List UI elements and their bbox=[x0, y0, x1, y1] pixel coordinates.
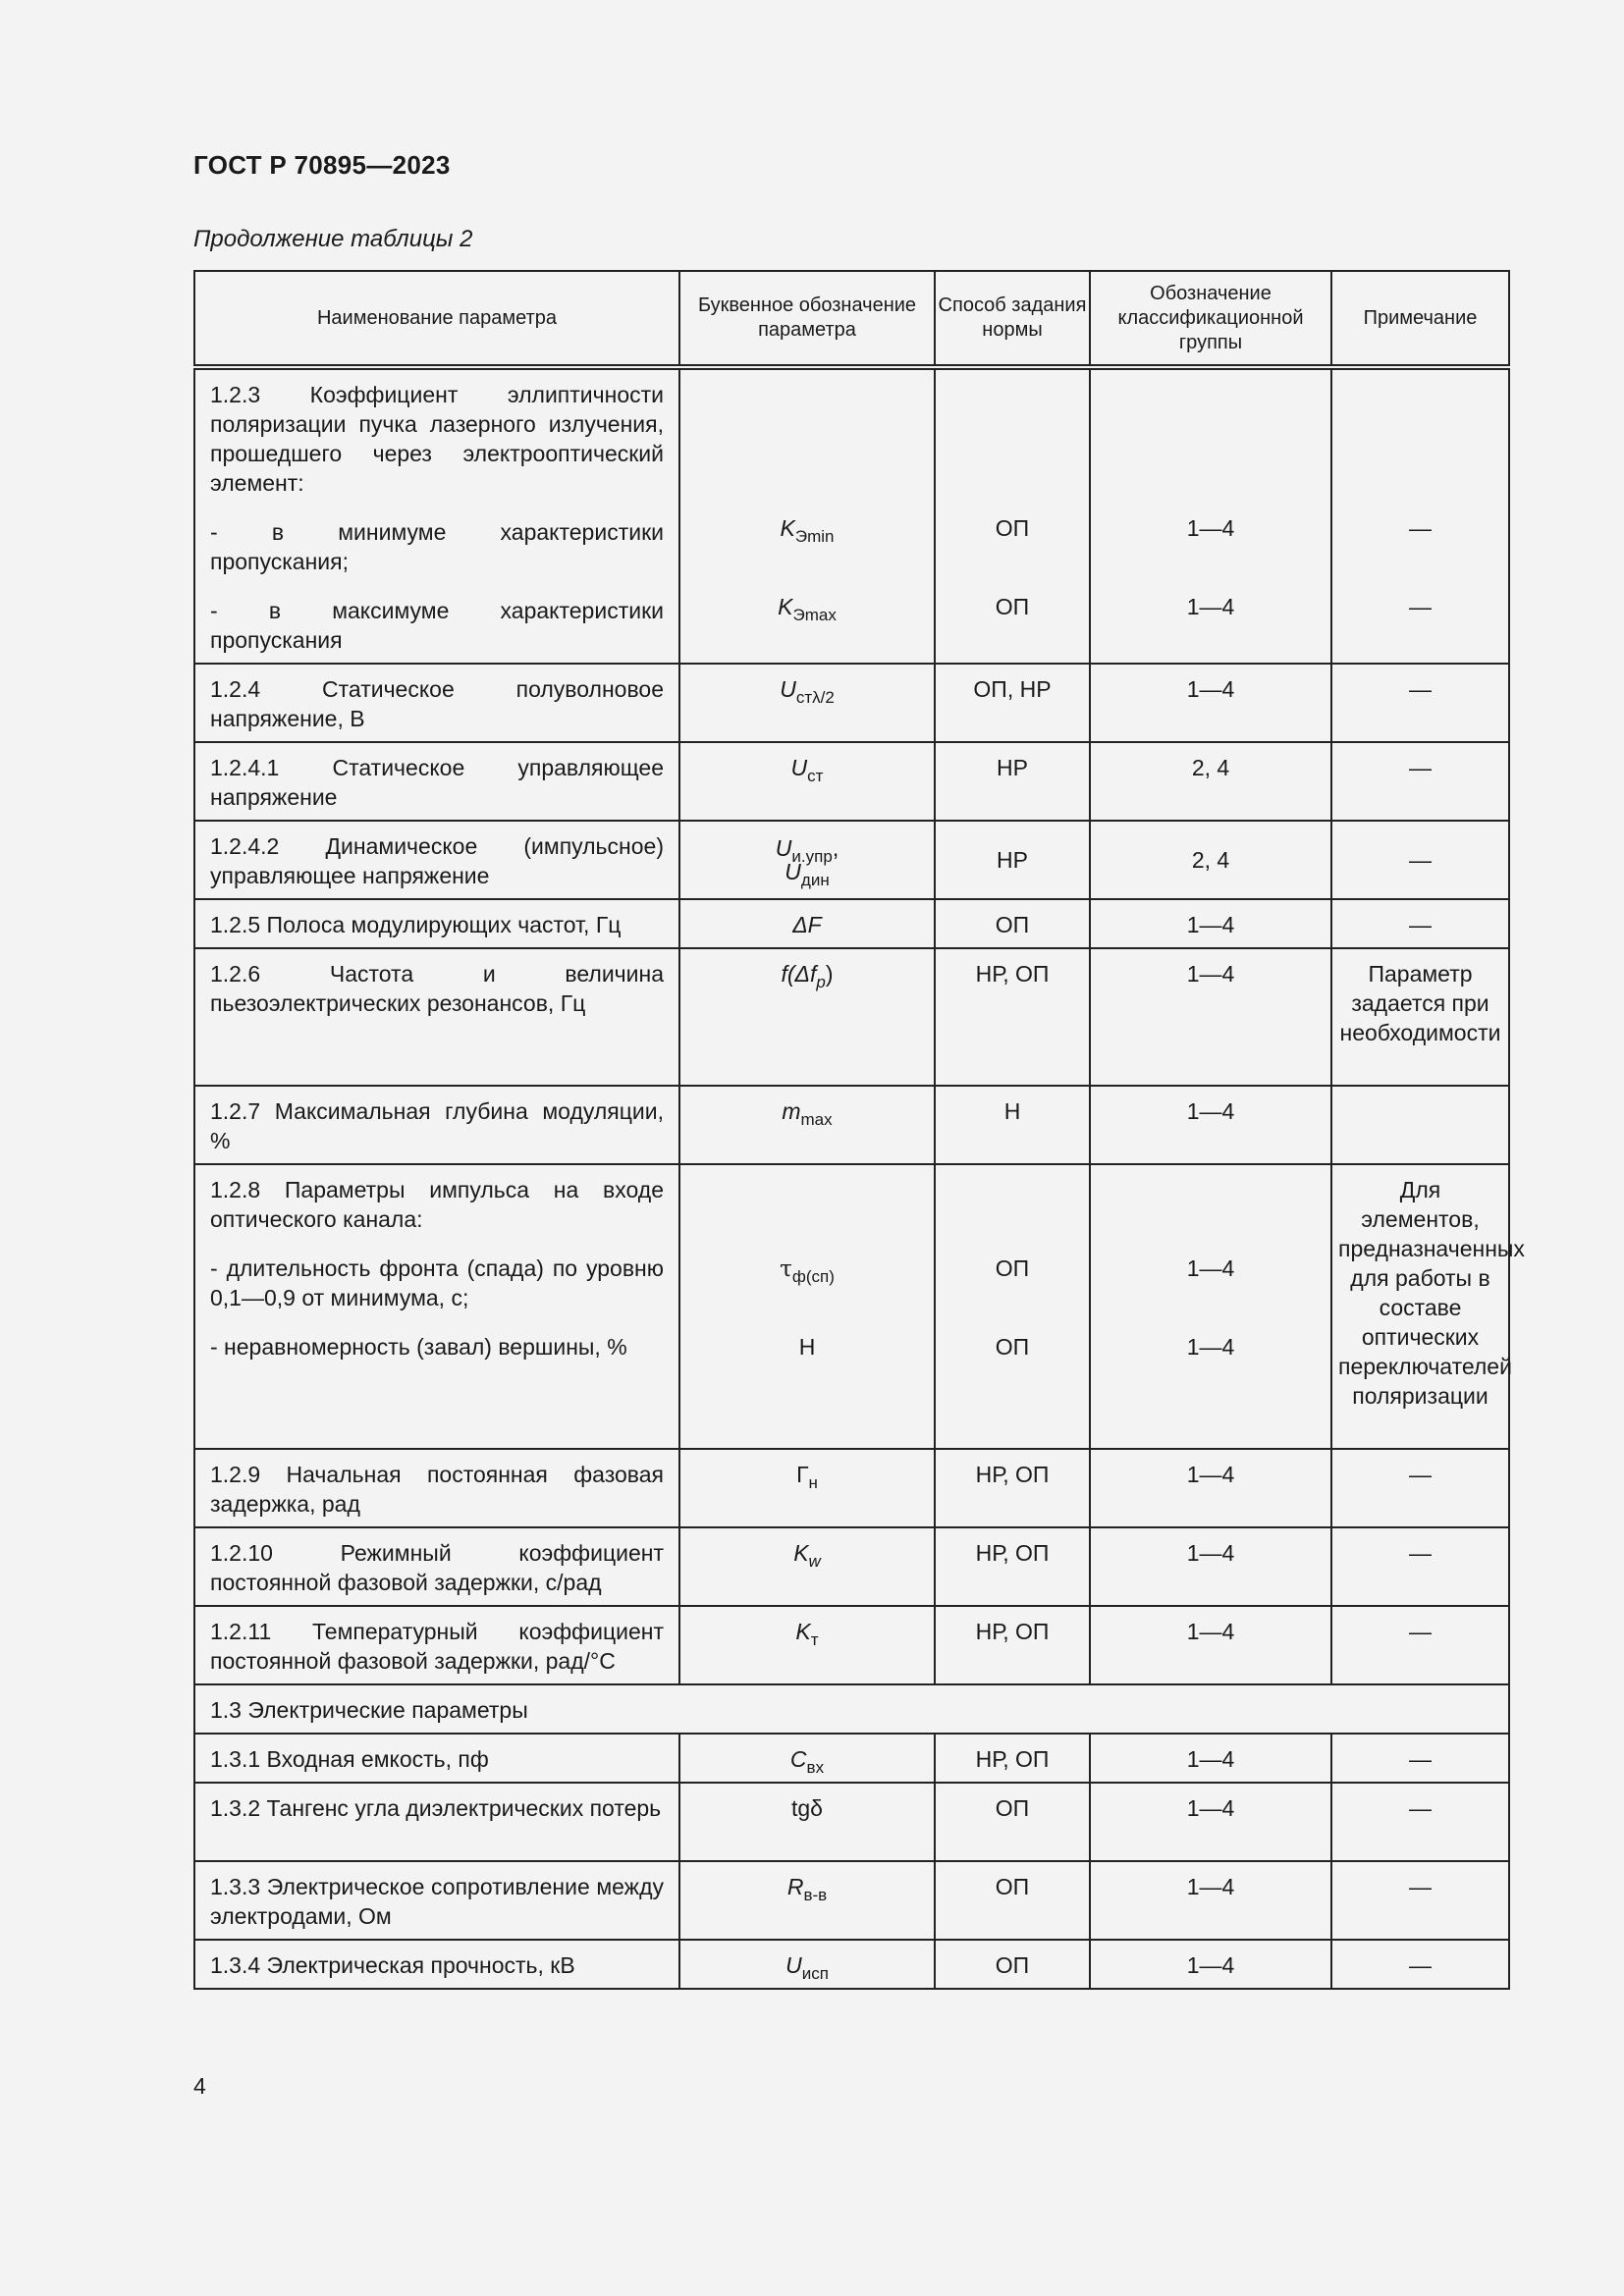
norm-method bbox=[935, 367, 1090, 664]
norm-method: НР bbox=[935, 821, 1090, 899]
norm-method-value: ОП bbox=[995, 1334, 1030, 1360]
symbol-letter: m bbox=[782, 1098, 801, 1124]
parameter-title: 1.2.8 Параметры импульса на входе оптического канала: bbox=[210, 1177, 664, 1232]
symbol-subscript: т bbox=[810, 1630, 819, 1649]
norm-method bbox=[935, 1164, 1090, 1449]
norm-method: ОП bbox=[935, 1861, 1090, 1940]
symbol-letter: K bbox=[778, 594, 793, 619]
parameter-subitem: - в максимуме характеристики пропускания bbox=[210, 598, 664, 653]
table-row bbox=[194, 948, 1509, 1086]
symbol-letter: K bbox=[795, 1619, 811, 1644]
norm-method: НР, ОП bbox=[935, 1527, 1090, 1606]
symbol-subscript: w bbox=[808, 1552, 821, 1571]
norm-method: НР, ОП bbox=[935, 948, 1090, 1086]
table-row bbox=[194, 899, 1509, 948]
parameter-symbol bbox=[679, 1734, 935, 1783]
parameter-subitem: - в минимуме характеристики пропускания; bbox=[210, 519, 664, 574]
note: — bbox=[1331, 1734, 1509, 1783]
parameter-name: 1.3.2 Тангенс угла диэлектрических потерь bbox=[194, 1783, 679, 1861]
norm-method: ОП bbox=[935, 1783, 1090, 1861]
note: — bbox=[1331, 1783, 1509, 1861]
section-title: 1.3 Электрические параметры bbox=[194, 1684, 1509, 1734]
symbol-letter: K bbox=[780, 515, 795, 541]
note: — bbox=[1331, 742, 1509, 821]
symbol-letter: U bbox=[775, 835, 792, 861]
parameter-symbol bbox=[679, 1086, 935, 1164]
table-row bbox=[194, 1449, 1509, 1527]
symbol-subscript: вх bbox=[806, 1758, 825, 1777]
symbol-subscript: Эmin bbox=[794, 527, 835, 546]
norm-method: ОП, НР bbox=[935, 664, 1090, 742]
parameter-name: 1.2.4 Статическое полуволновое напряжение, В bbox=[194, 664, 679, 742]
note bbox=[1331, 367, 1509, 664]
class-group: 1—4 bbox=[1090, 1940, 1331, 1989]
parameter-symbol bbox=[679, 1449, 935, 1527]
class-group: 1—4 bbox=[1090, 664, 1331, 742]
symbol-letter: Н bbox=[798, 1334, 816, 1360]
class-group: 1—4 bbox=[1090, 899, 1331, 948]
symbol-subscript: Эmax bbox=[792, 606, 837, 624]
class-group-value: 1—4 bbox=[1186, 1334, 1235, 1360]
table-row bbox=[194, 1783, 1509, 1861]
table-row bbox=[194, 367, 1509, 664]
norm-method: НР bbox=[935, 742, 1090, 821]
table-row bbox=[194, 1164, 1509, 1449]
table-header-row bbox=[194, 271, 1509, 367]
class-group: 1—4 bbox=[1090, 1861, 1331, 1940]
parameter-name: 1.2.4.2 Динамическое (импульсное) управляющее напряжение bbox=[194, 821, 679, 899]
parameter-symbol bbox=[679, 899, 935, 948]
symbol-letter: U bbox=[790, 755, 808, 780]
norm-method-value: ОП bbox=[995, 1255, 1030, 1281]
note: — bbox=[1331, 1861, 1509, 1940]
class-group: 1—4 bbox=[1090, 948, 1331, 1086]
parameter-symbol bbox=[679, 664, 935, 742]
class-group: 1—4 bbox=[1090, 1734, 1331, 1783]
symbol-letter: tgδ bbox=[791, 1795, 823, 1821]
parameter-name: 1.3.3 Электрическое сопротивление между электродами, Ом bbox=[194, 1861, 679, 1940]
symbol-subscript: max bbox=[800, 1110, 833, 1129]
symbol-letter: C bbox=[789, 1746, 807, 1772]
note: — bbox=[1331, 1606, 1509, 1684]
symbol-subscript: р bbox=[816, 973, 826, 991]
parameter-subitem: - неравномерность (завал) вершины, % bbox=[210, 1334, 627, 1360]
parameter-symbol bbox=[679, 821, 935, 899]
parameter-name: 1.2.6 Частота и величина пьезоэлектрических резонансов, Гц bbox=[194, 948, 679, 1086]
symbol-separator: , bbox=[832, 835, 839, 861]
parameter-symbol bbox=[679, 1940, 935, 1989]
parameter-name: 1.2.9 Начальная постоянная фазовая задержка, рад bbox=[194, 1449, 679, 1527]
parameter-name bbox=[194, 1164, 679, 1449]
note-value: — bbox=[1409, 515, 1432, 541]
note: — bbox=[1331, 1940, 1509, 1989]
parameter-symbol bbox=[679, 742, 935, 821]
norm-method-value: ОП bbox=[995, 515, 1030, 541]
table-row bbox=[194, 1861, 1509, 1940]
table-row bbox=[194, 1940, 1509, 1989]
norm-method-value: ОП bbox=[995, 594, 1030, 619]
symbol-subscript: в-в bbox=[803, 1886, 828, 1904]
note: — bbox=[1331, 1449, 1509, 1527]
class-group: 2, 4 bbox=[1090, 821, 1331, 899]
symbol-letter: Г bbox=[796, 1462, 809, 1487]
symbol-subscript: исп bbox=[801, 1964, 829, 1983]
table-row bbox=[194, 1606, 1509, 1684]
document-code: ГОСТ Р 70895—2023 bbox=[193, 150, 451, 180]
symbol-subscript: ст bbox=[807, 767, 824, 785]
symbol-letter: U bbox=[785, 859, 801, 884]
parameter-name: 1.2.11 Температурный коэффициент постоянной фазовой задержки, рад/°С bbox=[194, 1606, 679, 1684]
symbol-letter: ΔF bbox=[792, 912, 822, 937]
column-header-symbol: Буквенное обозначение параметра bbox=[679, 271, 935, 367]
symbol-letter: f(Δf bbox=[781, 961, 817, 987]
symbol-subscript: дин bbox=[800, 871, 830, 889]
note: — bbox=[1331, 664, 1509, 742]
note: — bbox=[1331, 1527, 1509, 1606]
symbol-subscript: ф(сп) bbox=[791, 1267, 835, 1286]
note: Параметр задается при необходимости bbox=[1331, 948, 1509, 1086]
parameter-title: 1.2.3 Коэффициент эллиптичности поляризации пучка лазерного излучения, прошедшего через электрооптический элемент: bbox=[210, 382, 664, 496]
norm-method: НР, ОП bbox=[935, 1734, 1090, 1783]
column-header-method: Способ задания нормы bbox=[935, 271, 1090, 367]
parameter-symbol bbox=[679, 1164, 935, 1449]
parameter-symbol bbox=[679, 1606, 935, 1684]
parameter-symbol bbox=[679, 1527, 935, 1606]
note-value: — bbox=[1409, 594, 1432, 619]
class-group: 1—4 bbox=[1090, 1527, 1331, 1606]
class-group-value: 1—4 bbox=[1186, 594, 1235, 619]
norm-method: НР, ОП bbox=[935, 1449, 1090, 1527]
parameter-symbol bbox=[679, 367, 935, 664]
parameter-name: 1.3.4 Электрическая прочность, кВ bbox=[194, 1940, 679, 1989]
class-group: 1—4 bbox=[1090, 1086, 1331, 1164]
parameters-table bbox=[193, 270, 1525, 1990]
class-group: 1—4 bbox=[1090, 1606, 1331, 1684]
symbol-subscript: стλ/2 bbox=[795, 688, 835, 707]
symbol-letter: R bbox=[786, 1874, 804, 1899]
parameter-name: 1.2.4.1 Статическое управляющее напряжение bbox=[194, 742, 679, 821]
column-header-name: Наименование параметра bbox=[194, 271, 679, 367]
parameter-name: 1.2.10 Режимный коэффициент постоянной фазовой задержки, с/рад bbox=[194, 1527, 679, 1606]
norm-method: НР, ОП bbox=[935, 1606, 1090, 1684]
symbol-letter: τ bbox=[780, 1256, 792, 1282]
note: — bbox=[1331, 899, 1509, 948]
table-row bbox=[194, 1527, 1509, 1606]
norm-method: ОП bbox=[935, 1940, 1090, 1989]
parameter-name: 1.2.7 Максимальная глубина модуляции, % bbox=[194, 1086, 679, 1164]
class-group: 2, 4 bbox=[1090, 742, 1331, 821]
column-header-group: Обозначение классификационной группы bbox=[1090, 271, 1331, 367]
table-row bbox=[194, 821, 1509, 899]
page-number: 4 bbox=[193, 2073, 206, 2099]
class-group bbox=[1090, 367, 1331, 664]
symbol-letter: U bbox=[780, 676, 796, 702]
parameter-name: 1.2.5 Полоса модулирующих частот, Гц bbox=[194, 899, 679, 948]
column-header-note: Примечание bbox=[1331, 271, 1509, 367]
parameter-symbol bbox=[679, 1783, 935, 1861]
class-group bbox=[1090, 1164, 1331, 1449]
class-group: 1—4 bbox=[1090, 1449, 1331, 1527]
symbol-bracket: ) bbox=[825, 961, 834, 987]
table-row bbox=[194, 1086, 1509, 1164]
symbol-letter: K bbox=[793, 1540, 809, 1566]
table-row bbox=[194, 664, 1509, 742]
parameter-symbol bbox=[679, 948, 935, 1086]
norm-method: ОП bbox=[935, 899, 1090, 948]
norm-method: Н bbox=[935, 1086, 1090, 1164]
parameter-name: 1.3.1 Входная емкость, пф bbox=[194, 1734, 679, 1783]
class-group-value: 1—4 bbox=[1186, 1255, 1235, 1281]
class-group: 1—4 bbox=[1090, 1783, 1331, 1861]
symbol-subscript: и.упр bbox=[791, 847, 833, 866]
table-row bbox=[194, 742, 1509, 821]
parameter-symbol bbox=[679, 1861, 935, 1940]
table-caption: Продолжение таблицы 2 bbox=[193, 226, 473, 252]
note: Для элементов, предназначенных для работы в составе оптических переключателей поляризации bbox=[1331, 1164, 1509, 1449]
note: — bbox=[1331, 821, 1509, 899]
parameter-name bbox=[194, 367, 679, 664]
symbol-subscript: н bbox=[808, 1473, 818, 1492]
parameter-subitem: - длительность фронта (спада) по уровню 0,1—0,9 от минимума, с; bbox=[210, 1255, 664, 1310]
class-group-value: 1—4 bbox=[1186, 515, 1235, 541]
table-row bbox=[194, 1734, 1509, 1783]
note bbox=[1331, 1086, 1509, 1164]
symbol-letter: U bbox=[785, 1952, 802, 1978]
section-row bbox=[194, 1684, 1509, 1734]
